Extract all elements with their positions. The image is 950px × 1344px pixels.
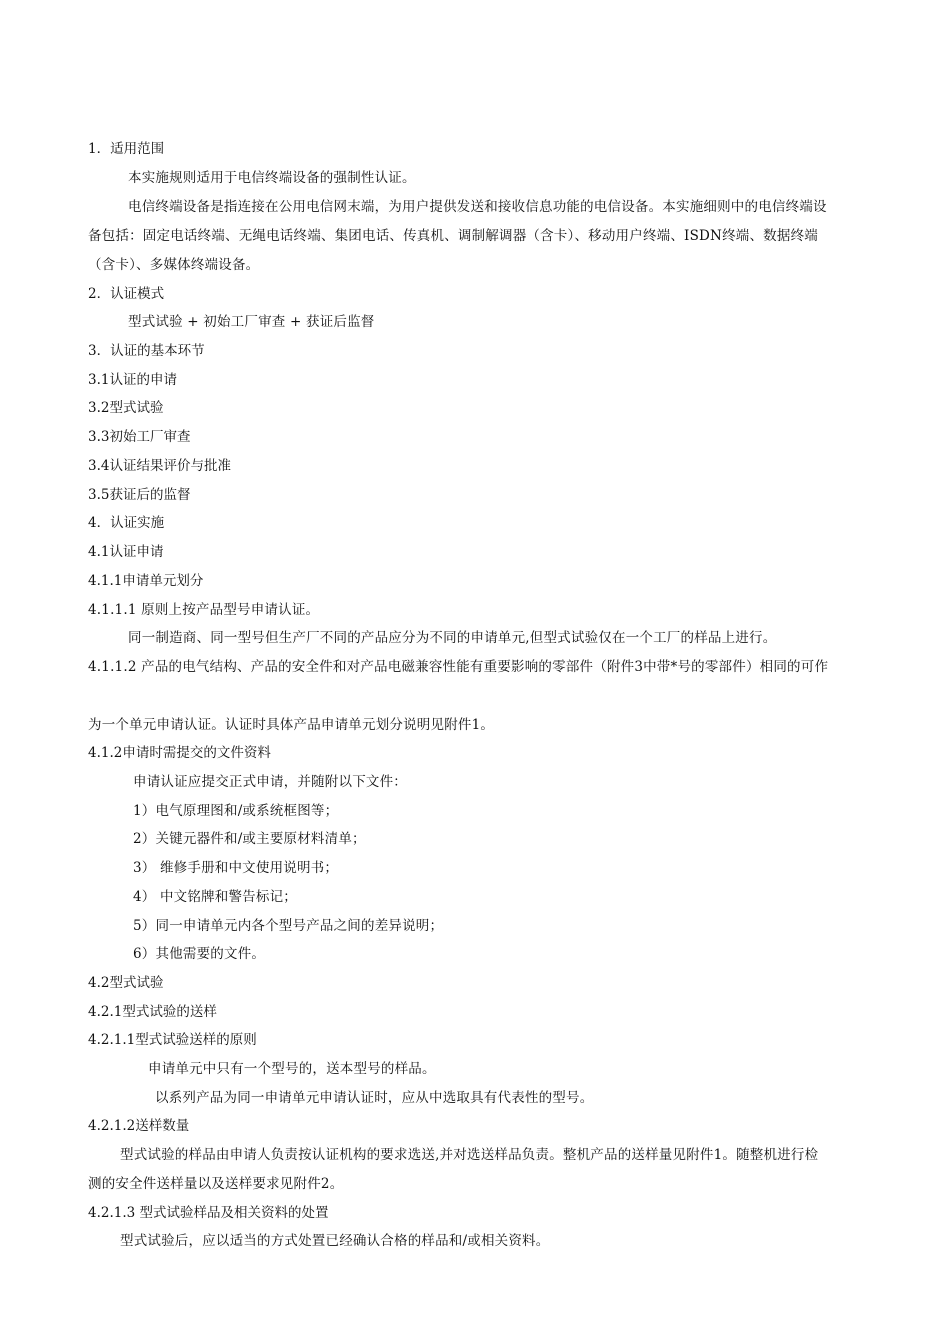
- list-item: 5）同一申请单元内各个型号产品之间的差异说明；: [133, 918, 444, 934]
- section-heading-1: 1．适用范围: [88, 141, 165, 157]
- subsection-heading: 3.4认证结果评价与批准: [88, 458, 231, 474]
- subsection-heading: 4.2.1.2送样数量: [88, 1118, 190, 1134]
- paragraph-line: 以系列产品为同一申请单元申请认证时，应从中选取具有代表性的型号。: [155, 1090, 594, 1106]
- paragraph-line: 测的安全件送样量以及送样要求见附件2。: [88, 1176, 344, 1192]
- paragraph-line: 为一个单元申请认证。认证时具体产品申请单元划分说明见附件1。: [88, 717, 495, 733]
- paragraph-line: 同一制造商、同一型号但生产厂不同的产品应分为不同的申请单元,但型式试验仅在一个工厂的样品上进行。: [128, 630, 777, 646]
- paragraph-line: 申请单元中只有一个型号的，送本型号的样品。: [148, 1061, 436, 1077]
- list-item: 1）电气原理图和/或系统框图等；: [133, 803, 339, 819]
- list-item: 3） 维修手册和中文使用说明书；: [133, 860, 339, 876]
- paragraph-line: 电信终端设备是指连接在公用电信网末端，为用户提供发送和接收信息功能的电信设备。本实施细则中的电信终端设: [128, 199, 827, 215]
- paragraph-line: 本实施规则适用于电信终端设备的强制性认证。: [128, 170, 416, 186]
- paragraph-line: 4.1.1.2 产品的电气结构、产品的安全件和对产品电磁兼容性能有重要影响的零部件（附件3中带*号的零部件）相同的可作: [88, 659, 829, 675]
- list-item: 6）其他需要的文件。: [133, 946, 266, 962]
- subsection-heading: 4.2.1型式试验的送样: [88, 1004, 217, 1020]
- subsection-heading: 3.3初始工厂审查: [88, 429, 191, 445]
- list-item: 2）关键元器件和/或主要原材料清单；: [133, 831, 366, 847]
- subsection-heading: 4.2.1.3 型式试验样品及相关资料的处置: [88, 1205, 329, 1221]
- paragraph-line: 备包括：固定电话终端、无绳电话终端、集团电话、传真机、调制解调器（含卡）、移动用户终端、ISDN终端、数据终端: [88, 228, 818, 244]
- section-heading-2: 2．认证模式: [88, 286, 165, 302]
- section-heading-4: 4．认证实施: [88, 515, 165, 531]
- subsection-heading: 4.1.1申请单元划分: [88, 573, 204, 589]
- subsection-heading: 4.2.1.1型式试验送样的原则: [88, 1032, 257, 1048]
- paragraph-line: 型式试验的样品由申请人负责按认证机构的要求选送,并对选送样品负责。整机产品的送样量见附件1。随整机进行检: [120, 1147, 819, 1163]
- subsection-heading: 3.5获证后的监督: [88, 487, 191, 503]
- paragraph-line: 型式试验后，应以适当的方式处置已经确认合格的样品和/或相关资料。: [120, 1233, 550, 1249]
- subsection-heading: 4.2型式试验: [88, 975, 164, 991]
- section-heading-3: 3．认证的基本环节: [88, 343, 205, 359]
- subsection-heading: 3.1认证的申请: [88, 372, 177, 388]
- subsection-heading: 4.1.2申请时需提交的文件资料: [88, 745, 271, 761]
- paragraph-line: （含卡）、多媒体终端设备。: [88, 257, 260, 273]
- paragraph-line: 型式试验 + 初始工厂审查 + 获证后监督: [128, 314, 375, 330]
- list-item: 4） 中文铭牌和警告标记；: [133, 889, 297, 905]
- paragraph-line: 4.1.1.1 原则上按产品型号申请认证。: [88, 602, 320, 618]
- subsection-heading: 4.1认证申请: [88, 544, 164, 560]
- paragraph-line: 申请认证应提交正式申请，并随附以下文件：: [133, 774, 407, 790]
- subsection-heading: 3.2型式试验: [88, 400, 164, 416]
